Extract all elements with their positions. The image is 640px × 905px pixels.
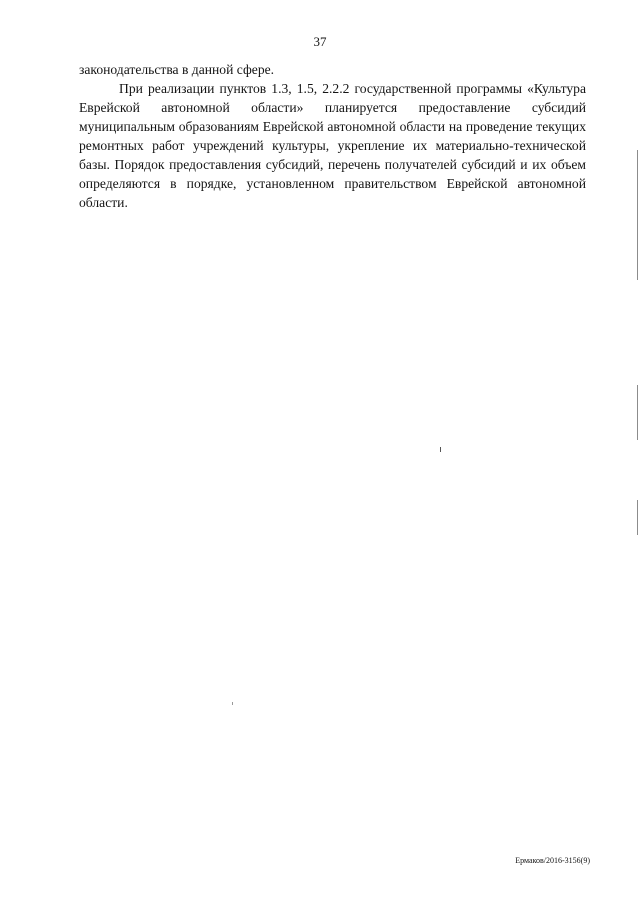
scan-speck-1	[440, 447, 441, 452]
scan-speck-2	[232, 702, 233, 705]
paragraph-continuation: законодательства в данной сфере.	[79, 62, 275, 77]
scan-edge-mark-1	[637, 150, 638, 280]
scan-edge-mark-3	[637, 500, 638, 535]
scan-edge-mark-2	[637, 385, 638, 440]
document-reference-footer: Ермаков/2016-3156(9)	[515, 856, 590, 865]
paragraph-subsidies: При реализации пунктов 1.3, 1.5, 2.2.2 государственной программы «Культура Еврейской автономной области» планируется предоставление субсидий муниципальным образованиям Еврейской автономной области на проведение текущих ремонтных работ учреждений культуры, укрепление их материально-технической базы. Порядок предоставления субсидий, перечень получателей субсидий и их объем определяются в порядке, установленном правительством Еврейской автономной области.	[79, 81, 586, 210]
document-body	[79, 60, 586, 212]
page-number: 37	[313, 34, 327, 49]
